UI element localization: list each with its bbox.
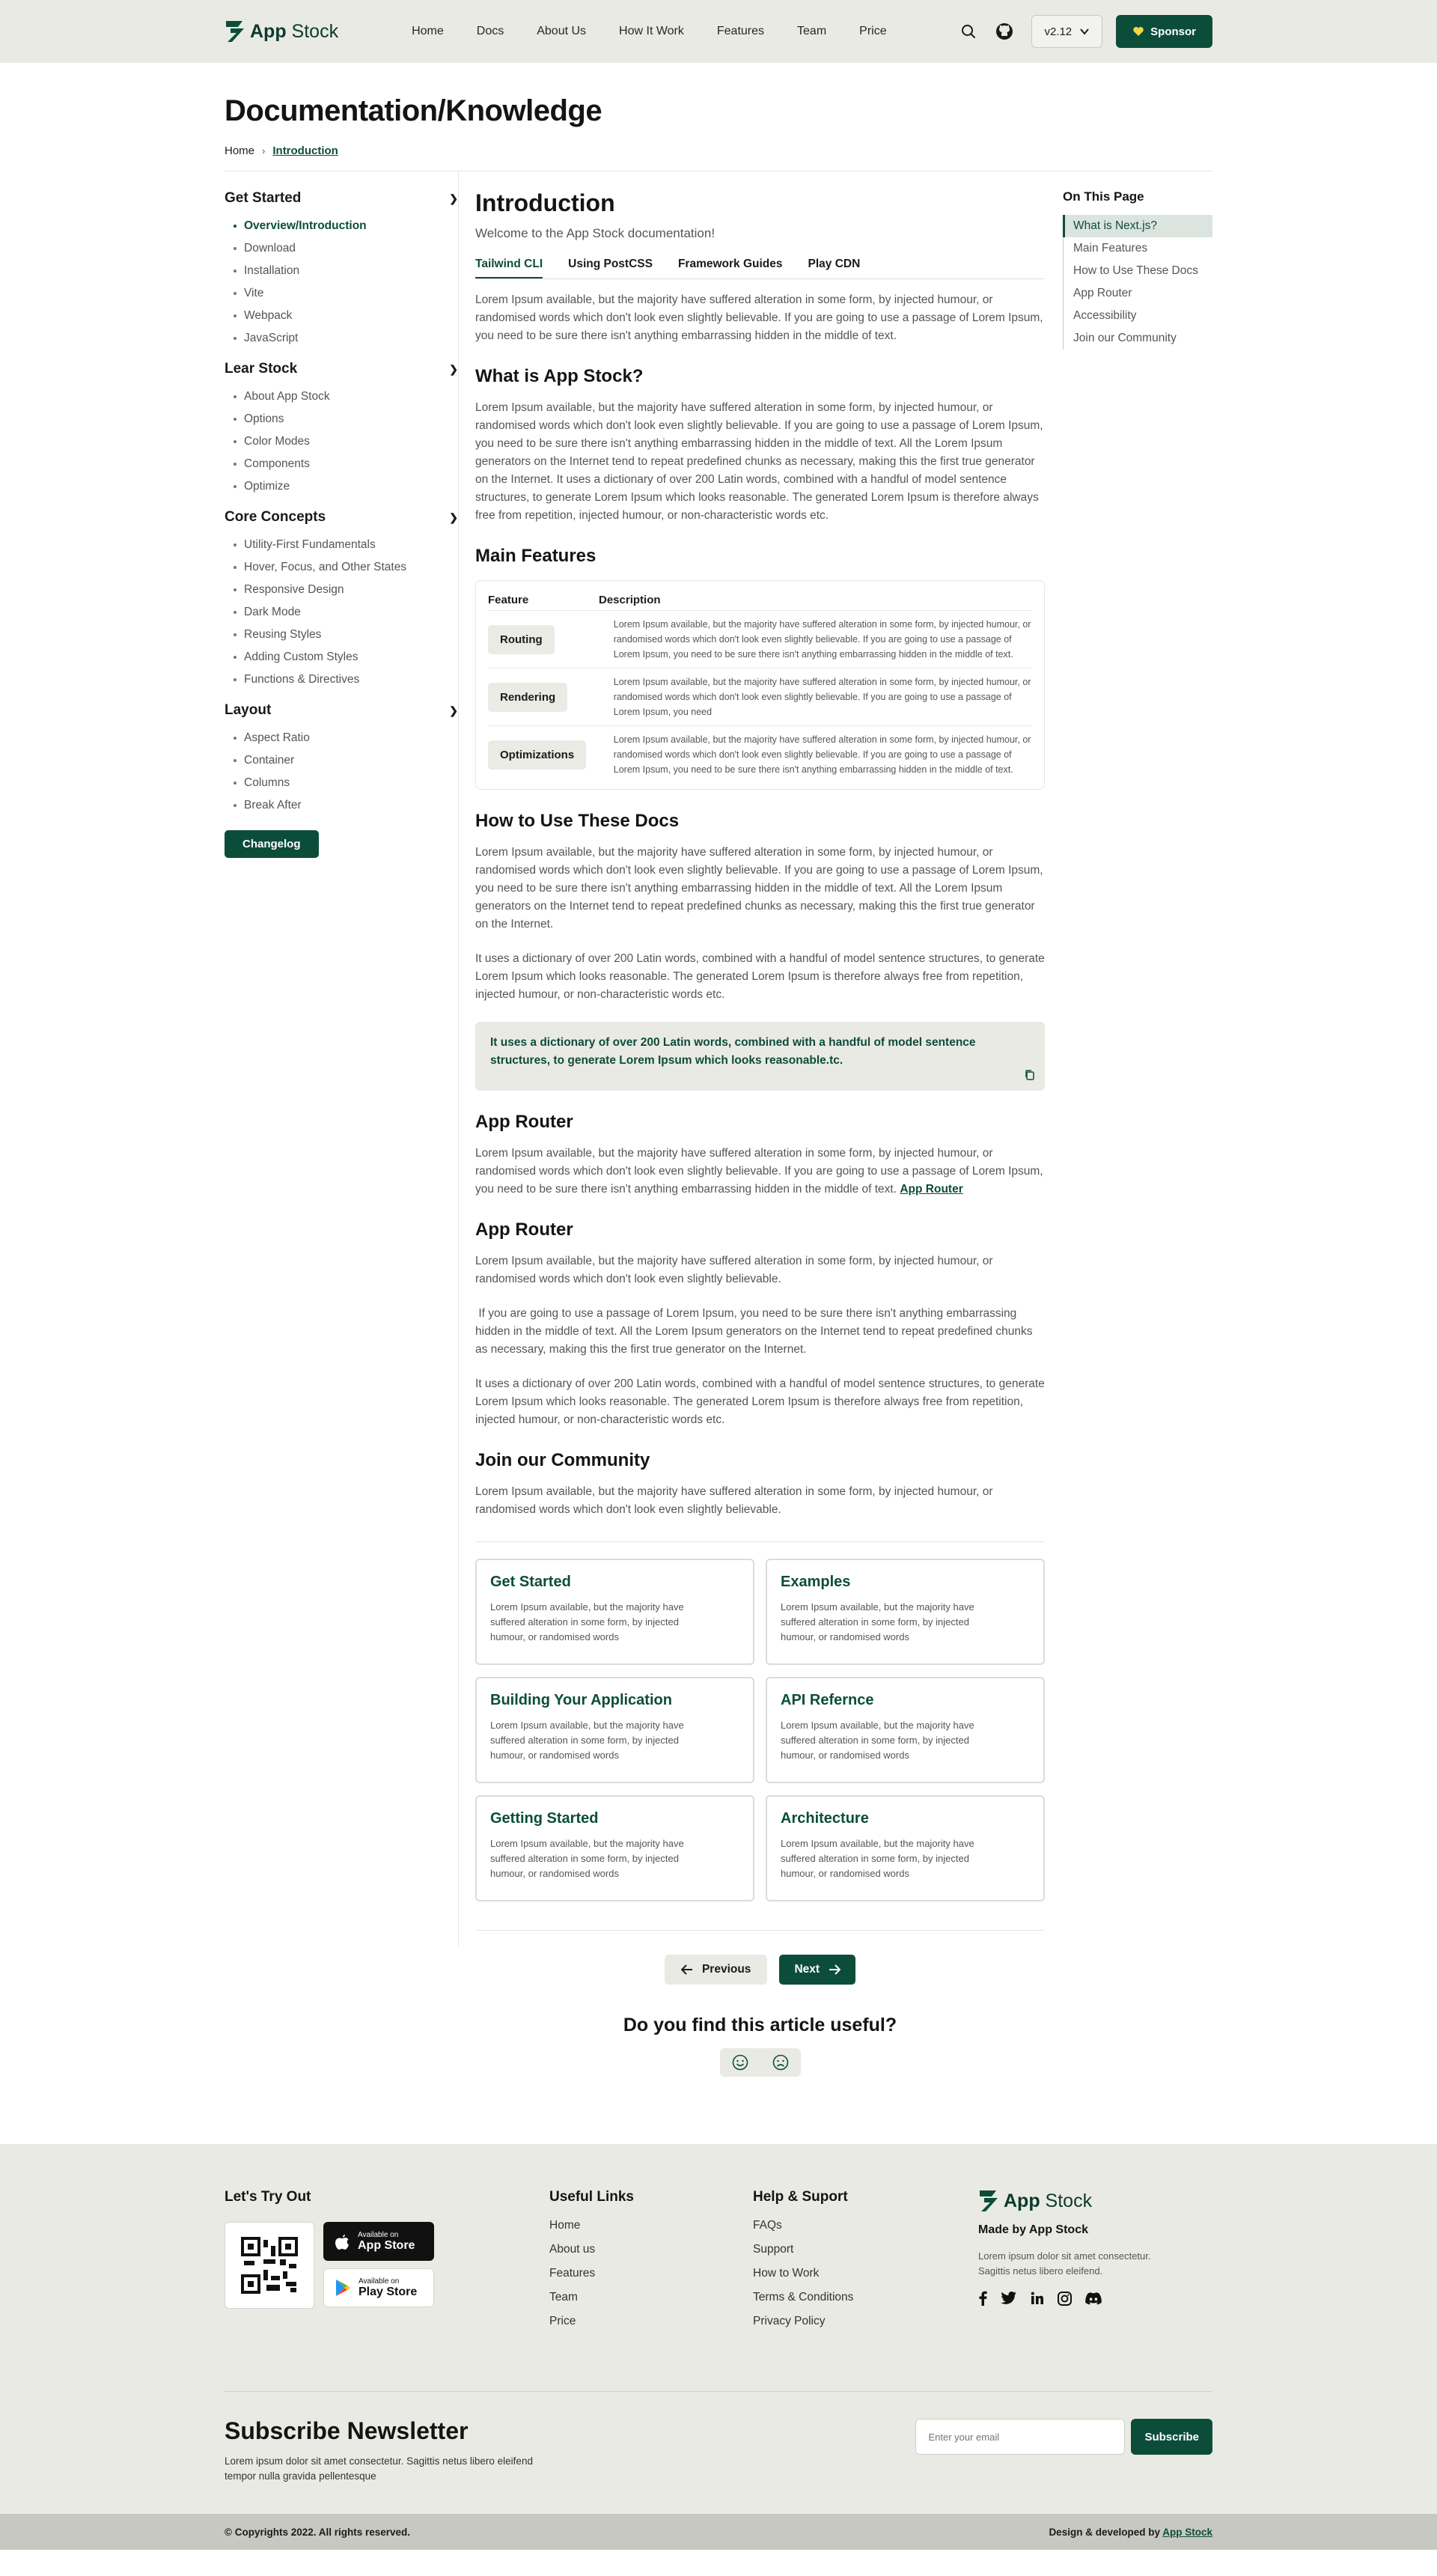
how-to-paragraph: It uses a dictionary of over 200 Latin words, combined with a handful of model sentence structures, to generate Lorem Ipsum which looks reasonable. The generated Lorem Ipsum is therefore always free from repetition, injected humour, or non-characteristic words etc.	[475, 952, 1045, 1001]
twitter-icon[interactable]	[1001, 2292, 1017, 2309]
sidebar-item-webpack[interactable]: Webpack	[234, 305, 458, 327]
nav-home[interactable]: Home	[412, 25, 444, 37]
card-examples[interactable]	[766, 1559, 1045, 1665]
footer-link-faqs[interactable]: FAQs	[753, 2219, 782, 2232]
sidebar-item-optimize[interactable]: Optimize	[234, 475, 458, 498]
sidebar-group-core-concepts[interactable]	[225, 507, 458, 528]
callout-text: It uses a dictionary of over 200 Latin words, combined with a handful of model sentence structures, to generate Lorem Ipsum which looks reasonable.tc.	[490, 1036, 976, 1067]
sidebar-item-components[interactable]: Components	[234, 453, 458, 475]
sidebar-item-dark-mode[interactable]: Dark Mode	[234, 601, 458, 624]
sidebar-list	[234, 727, 458, 817]
content-lead: Welcome to the App Stock documentation!	[475, 226, 716, 240]
google-play-icon	[335, 2279, 351, 2297]
footer-help-support	[753, 2189, 978, 2339]
version-select[interactable]	[1031, 15, 1102, 48]
install-tabs	[475, 258, 1045, 279]
chevron-right-icon: ❯	[449, 362, 458, 375]
column-header-description: Description	[599, 594, 661, 606]
footer-try-out	[225, 2189, 549, 2339]
table-row	[488, 726, 1032, 783]
sidebar-group-layout[interactable]	[225, 700, 458, 721]
app-router-paragraph: If you are going to use a passage of Lorem Ipsum, you need to be sure there isn't anything embarrassing hidden in the middle of text. All the Lorem Ipsum generators on the Internet tend to repeat predefined chunks as necessary, making this the first true generator on the Internet.	[475, 1307, 1036, 1356]
footer-link-list	[753, 2219, 978, 2339]
apple-icon	[334, 2232, 350, 2251]
next-button[interactable]	[779, 1955, 855, 1985]
community-paragraph: Lorem Ipsum available, but the majority have suffered alteration in some form, by injected humour, or randomised words which don't look even slightly believable.	[475, 1485, 993, 1516]
site-footer	[0, 2144, 1437, 2550]
toc-list	[1063, 215, 1212, 350]
sidebar-item-options[interactable]: Options	[234, 408, 458, 430]
card-title: Getting Started	[490, 1810, 599, 1827]
docs-layout	[225, 171, 1212, 1901]
sidebar-item-utility-first[interactable]: Utility-First Fundamentals	[234, 534, 458, 556]
footer-link-how-to-work[interactable]: How to Work	[753, 2267, 820, 2280]
footer-heading: Help & Suport	[753, 2189, 848, 2205]
breadcrumb	[225, 144, 1212, 157]
toc-item-what-is-nextjs[interactable]: What is Next.js?	[1063, 215, 1212, 237]
toc-title: On This Page	[1063, 189, 1144, 204]
table-row	[488, 669, 1032, 726]
logo-icon	[978, 2189, 999, 2213]
sidebar-group-title: Lear Stock	[225, 361, 298, 377]
footer-link-terms[interactable]: Terms & Conditions	[753, 2291, 854, 2304]
sidebar-item-break-after[interactable]: Break After	[234, 794, 458, 817]
app-router-paragraph: Lorem Ipsum available, but the majority have suffered alteration in some form, by injected humour, or randomised words which don't look even slightly believable.	[475, 1255, 993, 1285]
sponsor-button[interactable]	[1116, 15, 1212, 48]
play-store-label: Play Store	[359, 2285, 418, 2298]
features-table	[475, 580, 1045, 790]
sidebar-item-overview[interactable]: Overview/Introduction	[234, 215, 458, 237]
card-text: Lorem Ipsum available, but the majority have suffered alteration in some form, by injected humour, or randomised words	[490, 1601, 684, 1642]
sidebar-group-lear-stock[interactable]	[225, 359, 458, 380]
tab-using-postcss[interactable]: Using PostCSS	[568, 258, 653, 270]
footer-link-home[interactable]: Home	[549, 2219, 581, 2232]
feedback-question: Do you find this article useful?	[623, 2015, 897, 2035]
newsletter-form	[915, 2419, 1212, 2455]
app-store-label: App Store	[358, 2238, 415, 2252]
tab-play-cdn[interactable]: Play CDN	[808, 258, 861, 270]
card-text: Lorem Ipsum available, but the majority have suffered alteration in some form, by injected humour, or randomised words	[781, 1720, 974, 1761]
footer-link-privacy[interactable]: Privacy Policy	[753, 2315, 826, 2327]
sidebar-item-aspect-ratio[interactable]: Aspect Ratio	[234, 727, 458, 749]
sidebar-group-title: Core Concepts	[225, 509, 326, 525]
breadcrumb-current[interactable]: Introduction	[272, 144, 338, 157]
smile-icon[interactable]	[720, 2048, 760, 2077]
sidebar	[225, 171, 458, 1901]
card-title: Examples	[781, 1574, 851, 1590]
tab-framework-guides[interactable]: Framework Guides	[677, 258, 783, 270]
footer-link-support[interactable]: Support	[753, 2243, 794, 2256]
facebook-icon[interactable]	[978, 2291, 987, 2309]
on-this-page	[1063, 171, 1212, 1901]
sidebar-group-title: Get Started	[225, 190, 302, 206]
store-buttons	[323, 2222, 434, 2309]
card-text: Lorem Ipsum available, but the majority have suffered alteration in some form, by injected humour, or randomised words	[781, 1601, 974, 1642]
card-title: Get Started	[490, 1574, 571, 1590]
app-store-button[interactable]	[323, 2222, 434, 2261]
chevron-right-icon: ❯	[449, 511, 458, 523]
content-title: Introduction	[475, 189, 615, 216]
sidebar-item-download[interactable]: Download	[234, 237, 458, 260]
feature-description: Lorem Ipsum available, but the majority have suffered alteration in some form, by injected humour, or randomised words which don't look even slightly believable. If you are going to use a passage of Lorem Ipsum, you need to be sure there isn't anything embarrassing hidden in the middle of text.	[613, 734, 1031, 775]
search-icon[interactable]	[959, 22, 977, 40]
download-options	[225, 2222, 549, 2309]
newsletter-text: Lorem ipsum dolor sit amet consectetur. Sagittis netus libero eleifend tempor nulla gravida pellentesque	[225, 2455, 533, 2482]
copy-icon[interactable]	[1024, 1069, 1036, 1085]
toc-item-how-to-use[interactable]: How to Use These Docs	[1073, 264, 1198, 277]
instagram-icon[interactable]	[1058, 2292, 1072, 2309]
divider	[458, 171, 459, 1946]
discord-icon[interactable]	[1085, 2292, 1102, 2309]
page-title: Documentation/Knowledge	[225, 94, 602, 127]
code-callout	[475, 1022, 1045, 1091]
table-row	[488, 611, 1032, 669]
app-router-text: Lorem Ipsum available, but the majority have suffered alteration in some form, by injected humour, or randomised words which don't look even slightly believable. If you are going to use a passage of Lorem Ipsum, you need to be sure there isn't anything embarrassing hidden in the middle of text.	[475, 1147, 1043, 1196]
chevron-right-icon: ›	[262, 145, 266, 156]
previous-button[interactable]	[665, 1955, 767, 1985]
sidebar-item-vite[interactable]: Vite	[234, 282, 458, 305]
frown-icon[interactable]	[760, 2048, 801, 2077]
sidebar-item-reusing-styles[interactable]: Reusing Styles	[234, 624, 458, 646]
sidebar-list	[234, 386, 458, 498]
tab-tailwind-cli[interactable]: Tailwind CLI	[475, 258, 543, 278]
feature-pill-routing: Routing	[488, 625, 555, 654]
toc-item-community[interactable]: Join our Community	[1073, 332, 1177, 344]
sidebar-group-get-started[interactable]	[225, 188, 458, 209]
sidebar-item-functions[interactable]: Functions & Directives	[234, 669, 458, 691]
copyright-text: © Copyrights 2022. All rights reserved.	[225, 2526, 411, 2538]
card-building-application[interactable]	[475, 1677, 754, 1783]
play-store-button[interactable]	[323, 2268, 434, 2307]
what-is-paragraph: Lorem Ipsum available, but the majority have suffered alteration in some form, by injected humour, or randomised words which don't look even slightly believable. If you are going to use a passage of Lorem Ipsum, you need to be sure there isn't anything embarrassing hidden in the middle of text. All the Lorem Ipsum generators on the Internet tend to repeat predefined chunks as necessary, making this the first true generator on the Internet. It uses a dictionary of over 200 Latin words, combined with a handful of model sentence structures, to generate Lorem Ipsum which looks reasonable. The generated Lorem Ipsum is therefore always free from repetition, injected humour, or non-characteristic words etc.	[475, 401, 1043, 522]
sidebar-item-container[interactable]: Container	[234, 749, 458, 772]
nav-team[interactable]: Team	[797, 25, 827, 37]
footer-heading: Let's Try Out	[225, 2189, 311, 2205]
designed-by-link[interactable]: App Stock	[1162, 2526, 1212, 2538]
sidebar-item-javascript[interactable]: JavaScript	[234, 327, 458, 350]
version-label: v2.12	[1044, 25, 1073, 38]
sidebar-list	[234, 215, 458, 350]
sidebar-group-title: Layout	[225, 702, 272, 718]
toc-item-main-features[interactable]: Main Features	[1073, 242, 1148, 255]
section-title-main-features: Main Features	[475, 546, 597, 566]
divider	[475, 1930, 1045, 1931]
footer-about: Lorem ipsum dolor sit amet consectetur. Sagittis netus libero eleifend.	[978, 2250, 1151, 2277]
card-title: Architecture	[781, 1810, 869, 1827]
divider	[475, 1541, 1045, 1542]
arrow-right-icon	[829, 1964, 840, 1975]
feature-description: Lorem Ipsum available, but the majority have suffered alteration in some form, by injected humour, or randomised words which don't look even slightly believable. If you are going to use a passage of Lorem Ipsum, you need to be sure there isn't anything embarrassing hidden in the middle of text.	[613, 619, 1031, 660]
card-text: Lorem Ipsum available, but the majority have suffered alteration in some form, by injected humour, or randomised words	[490, 1720, 684, 1761]
brand-name: App Stock	[250, 20, 339, 42]
changelog-button[interactable]: Changelog	[225, 830, 319, 858]
section-title-how-to-use: How to Use These Docs	[475, 811, 680, 831]
main-content	[475, 171, 1045, 1901]
next-label: Next	[794, 1963, 820, 1976]
card-title: Building Your Application	[490, 1692, 672, 1708]
newsletter	[225, 2392, 1212, 2514]
toc-item-accessibility[interactable]: Accessibility	[1073, 309, 1137, 322]
footer-link-features[interactable]: Features	[549, 2267, 596, 2280]
brand-name: App Stock	[1004, 2190, 1093, 2211]
sidebar-item-color-modes[interactable]: Color Modes	[234, 430, 458, 453]
copyright-bar	[0, 2514, 1437, 2550]
sponsor-label: Sponsor	[1150, 25, 1196, 38]
toc-item-app-router[interactable]: App Router	[1073, 287, 1132, 299]
sidebar-item-custom-styles[interactable]: Adding Custom Styles	[234, 646, 458, 669]
play-store-small-label: Available on	[359, 2277, 400, 2286]
nav-features[interactable]: Features	[716, 25, 765, 37]
chevron-right-icon: ❯	[449, 704, 458, 716]
footer-columns	[225, 2189, 1212, 2339]
section-title-app-router-2: App Router	[475, 1220, 573, 1240]
brand-logo[interactable]	[225, 19, 338, 43]
sidebar-item-hover-focus[interactable]: Hover, Focus, and Other States	[234, 556, 458, 579]
sidebar-list	[234, 534, 458, 691]
logo-icon	[225, 19, 245, 43]
previous-label: Previous	[701, 1963, 751, 1976]
nav-about[interactable]: About Us	[537, 25, 587, 37]
pagination	[475, 1955, 1045, 1985]
footer-link-price[interactable]: Price	[549, 2315, 576, 2327]
breadcrumb-home[interactable]: Home	[225, 144, 255, 157]
card-text: Lorem Ipsum available, but the majority have suffered alteration in some form, by injected humour, or randomised words	[490, 1838, 684, 1879]
feedback-buttons	[720, 2048, 801, 2077]
email-field[interactable]	[915, 2419, 1125, 2455]
footer-useful-links	[549, 2189, 753, 2339]
sidebar-item-columns[interactable]: Columns	[234, 772, 458, 794]
github-icon[interactable]	[995, 22, 1013, 40]
feature-description: Lorem Ipsum available, but the majority have suffered alteration in some form, by injected humour, or randomised words which don't look even slightly believable. If you are going to use a passage of Lorem Ipsum, you need	[613, 677, 1031, 717]
footer-link-list	[549, 2219, 753, 2339]
card-get-started[interactable]	[475, 1559, 754, 1665]
card-title: API Refernce	[781, 1692, 874, 1708]
sidebar-item-about-app-stock[interactable]: About App Stock	[234, 386, 458, 408]
app-router-paragraph: It uses a dictionary of over 200 Latin words, combined with a handful of model sentence structures, to generate Lorem Ipsum which looks reasonable. The generated Lorem Ipsum is therefore always free from repetition, injected humour, or non-characteristic words etc.	[475, 1377, 1045, 1426]
intro-paragraph: Lorem Ipsum available, but the majority have suffered alteration in some form, by injected humour, or randomised words which don't look even slightly believable. If you are going to use a passage of Lorem Ipsum, you need to be sure there isn't anything embarrassing hidden in the middle of text.	[475, 293, 1043, 342]
footer-brand	[978, 2189, 1212, 2339]
social-links	[978, 2291, 1212, 2309]
heart-icon	[1132, 25, 1144, 37]
subscribe-button[interactable]: Subscribe	[1131, 2419, 1212, 2455]
footer-logo[interactable]	[978, 2189, 1212, 2213]
footer-link-about[interactable]: About us	[549, 2243, 596, 2256]
section-title-what-is: What is App Stock?	[475, 366, 644, 386]
card-architecture[interactable]	[766, 1795, 1045, 1901]
app-router-link[interactable]: App Router	[900, 1183, 963, 1196]
card-getting-started[interactable]	[475, 1795, 754, 1901]
nav-docs[interactable]: Docs	[476, 25, 504, 37]
section-title-app-router: App Router	[475, 1112, 573, 1132]
app-router-paragraph	[475, 1145, 1045, 1199]
chevron-down-icon	[1079, 26, 1090, 37]
site-header	[0, 0, 1437, 63]
arrow-left-icon	[681, 1964, 693, 1975]
feedback	[475, 2015, 1045, 2077]
column-header-feature: Feature	[488, 594, 529, 606]
footer-link-team[interactable]: Team	[549, 2291, 578, 2304]
section-title-community: Join our Community	[475, 1450, 650, 1470]
nav-how-it-work[interactable]: How It Work	[619, 25, 684, 37]
card-api-reference[interactable]	[766, 1677, 1045, 1783]
feature-pill-optimizations: Optimizations	[488, 740, 586, 770]
app-store-small-label: Available on	[358, 2230, 399, 2239]
designed-by	[1049, 2527, 1212, 2538]
sidebar-item-responsive[interactable]: Responsive Design	[234, 579, 458, 601]
how-to-paragraph: Lorem Ipsum available, but the majority have suffered alteration in some form, by injected humour, or randomised words which don't look even slightly believable. If you are going to use a passage of Lorem Ipsum, you need to be sure there isn't anything embarrassing hidden in the middle of text. All the Lorem Ipsum generators on the Internet tend to repeat predefined chunks as necessary, making this the first true generator on the Internet.	[475, 846, 1043, 931]
newsletter-title: Subscribe Newsletter	[225, 2417, 469, 2444]
footer-heading: Useful Links	[549, 2189, 634, 2205]
sidebar-item-installation[interactable]: Installation	[234, 260, 458, 282]
nav-price[interactable]: Price	[859, 25, 887, 37]
linkedin-icon[interactable]	[1031, 2292, 1044, 2309]
chevron-right-icon: ❯	[449, 192, 458, 204]
designed-by-text: Design & developed by	[1049, 2526, 1163, 2538]
header-actions	[959, 15, 1212, 48]
link-cards	[475, 1559, 1045, 1901]
main-nav	[412, 25, 887, 38]
feature-pill-rendering: Rendering	[488, 683, 567, 712]
made-by: Made by App Stock	[978, 2223, 1088, 2236]
features-table-header	[488, 590, 1032, 611]
card-text: Lorem Ipsum available, but the majority have suffered alteration in some form, by injected humour, or randomised words	[781, 1838, 974, 1879]
qr-code-icon	[225, 2222, 314, 2309]
